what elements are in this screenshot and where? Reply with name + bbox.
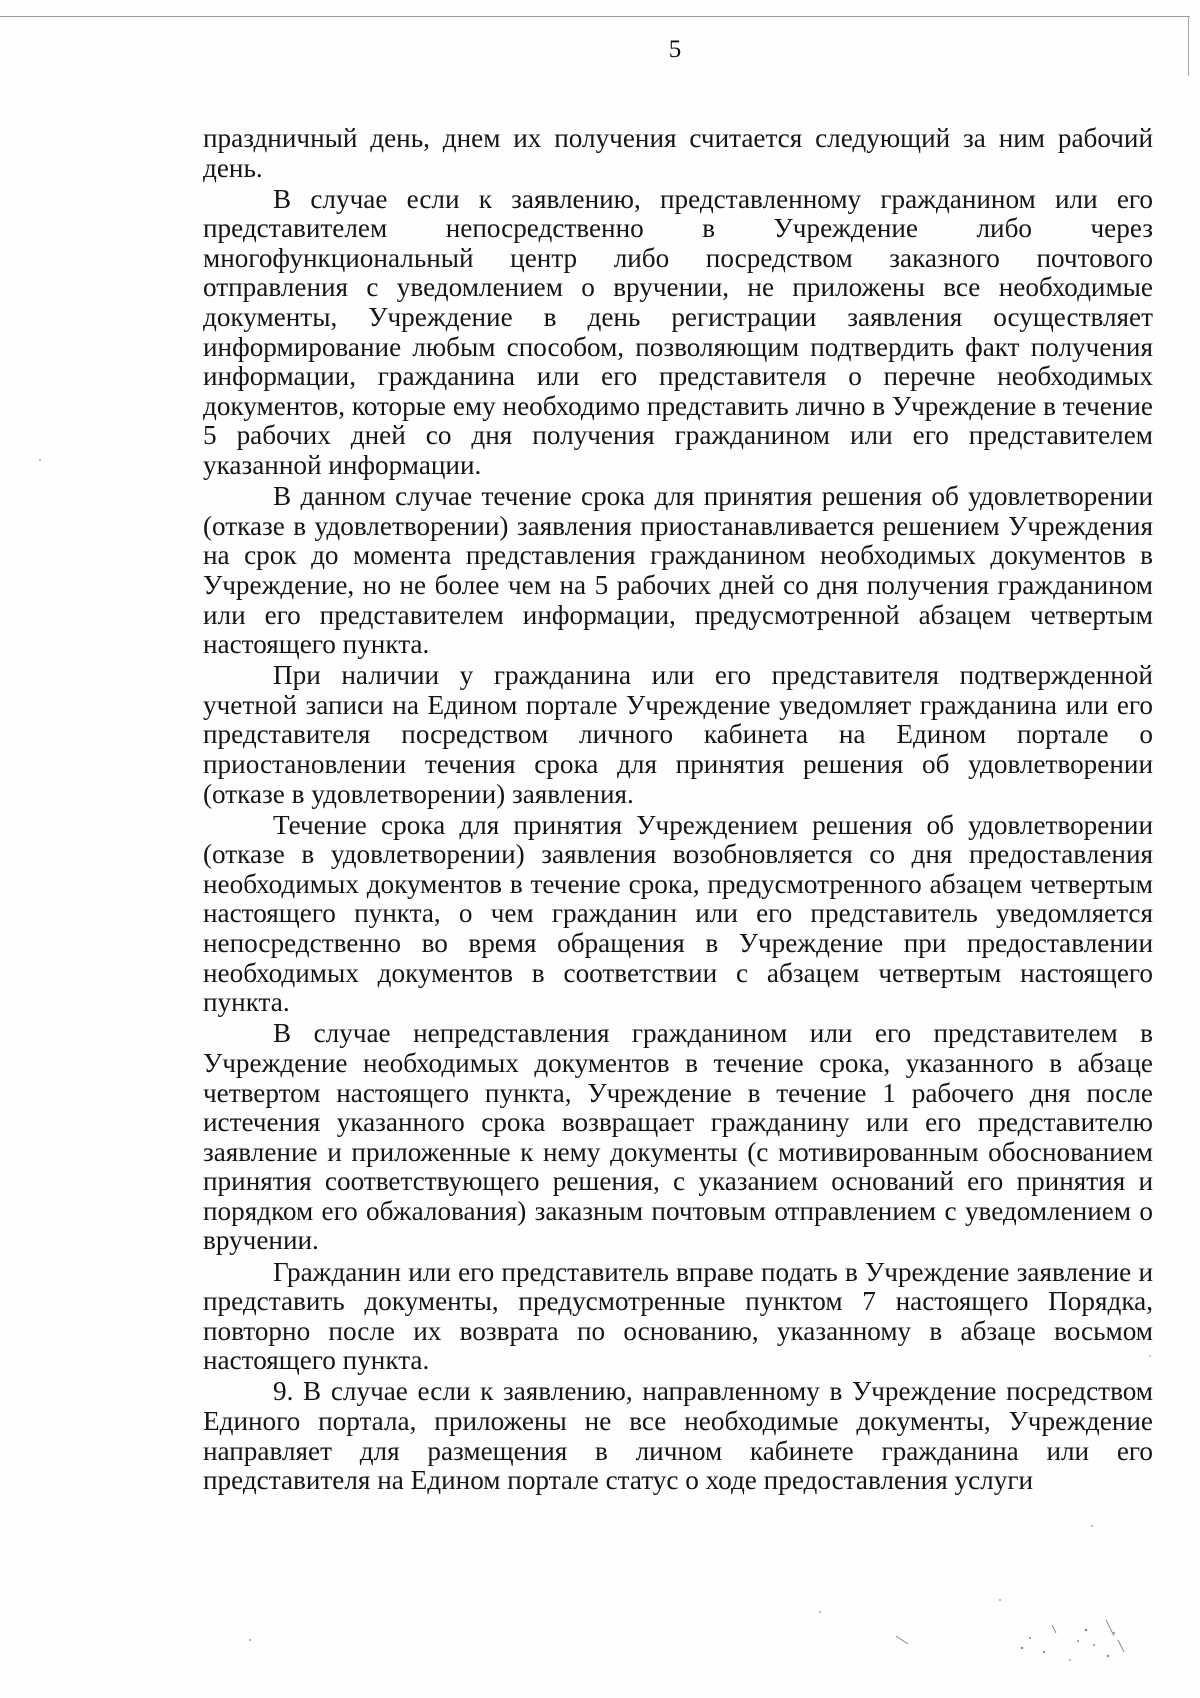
paragraph: Течение срока для принятия Учреждением решения об удовлетворении (отказе в удовлетворении) заявления возобновляется со дня предоставления необходимых документов в течение срока, предусмотренного абзацем четвертым настоящего пункта, о чем гражданин или его представитель уведомляется непосредственно во время обращения в Учреждение при предоставлении необходимых документов в соответствии с абзацем четвертым настоящего пункта. (203, 809, 1153, 1018)
document-body (203, 124, 1153, 1497)
paragraph-item-9: 9. В случае если к заявлению, направленному в Учреждение посредством Единого портала, приложены не все необходимые документы, Учреждение направляет для размещения в личном кабинете гражданина или его представителя на Едином портале статус о ходе предоставления услуги (203, 1376, 1153, 1496)
speck-strokes (896, 1620, 1124, 1652)
paragraph: Гражданин или его представитель вправе подать в Учреждение заявление и представить документы, предусмотренные пунктом 7 настоящего Порядка, повторно после их возврата по основанию, указанному в абзаце восьмом настоящего пункта. (203, 1256, 1153, 1376)
speck (1029, 1637, 1031, 1639)
speck (1107, 1655, 1109, 1657)
speck (1077, 1640, 1079, 1642)
speck (1093, 1644, 1095, 1646)
scan-edge-top (0, 16, 1190, 17)
speck (39, 459, 41, 461)
speck-stroke (1052, 1625, 1056, 1633)
speck (1091, 1525, 1093, 1527)
speck (1069, 1659, 1071, 1661)
speck (1043, 1651, 1045, 1653)
speck (999, 1599, 1001, 1601)
paragraph: В данном случае течение срока для принятия решения об удовлетворении (отказе в удовлетворении) заявления приостанавливается решением Учреждения на срок до момента представления гражданином необходимых документов в Учреждение, но не более чем на 5 рабочих дней со дня получения гражданином или его представителем информации, предусмотренной абзацем четвертым настоящего пункта. (203, 481, 1153, 660)
page-number: 5 (668, 36, 682, 63)
speck (1085, 1629, 1088, 1632)
paragraph: В случае если к заявлению, представленному гражданином или его представителем непосредственно в Учреждение либо через многофункциональный центр либо посредством заказного почтового отправления с уведомлением о вручении, не приложены все необходимые документы, Учреждение в день регистрации заявления осуществляет информирование любым способом, позволяющим подтвердить факт получения информации, гражданина или его представителя о перечне необходимых документов, которые ему необходимо представить лично в Учреждение в течение 5 рабочих дней со дня получения гражданином или его представителем указанной информации. (203, 183, 1153, 481)
speck-stroke (896, 1636, 908, 1644)
speck (1113, 1632, 1115, 1634)
speck (819, 1611, 821, 1613)
paragraph-continuation: праздничный день, днем их получения считается следующий за ним рабочий день. (203, 123, 1153, 183)
speck (249, 1639, 251, 1641)
speck (1021, 1647, 1023, 1649)
paragraph: В случае непредставления гражданином или его представителем в Учреждение необходимых документов в течение срока, указанного в абзаце четвертом настоящего пункта, Учреждение в течение 1 рабочего дня после истечения указанного срока возвращает гражданину или его представителю заявление и приложенные к нему документы (с мотивированным обоснованием принятия соответствующего решения, с указанием оснований его принятия и порядком его обжалования) заказным почтовым отправлением с уведомлением о вручении. (203, 1018, 1153, 1256)
speck-stroke (1118, 1640, 1124, 1652)
speck-stroke (1106, 1620, 1114, 1636)
paragraph: При наличии у гражданина или его представителя подтвержденной учетной записи на Едином портале Учреждение уведомляет гражданина или его представителя посредством личного кабинета на Едином портале о приостановлении течения срока для принятия решения об удовлетворении (отказе в удовлетворении) заявления. (203, 660, 1153, 809)
